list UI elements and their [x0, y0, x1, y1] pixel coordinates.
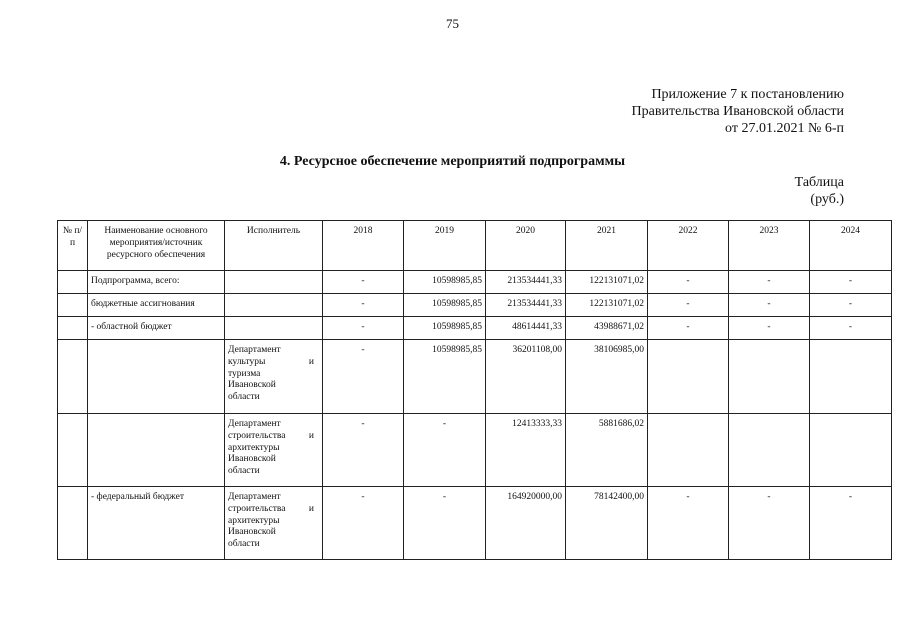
cell-2023: - — [729, 294, 810, 317]
table-units: (руб.) — [810, 192, 844, 207]
executor-line: строительства — [228, 503, 286, 514]
appendix-header — [632, 86, 844, 137]
cell-2018: - — [323, 317, 404, 340]
appendix-line-3: от 27.01.2021 № 6-п — [725, 121, 844, 136]
table-header-row — [58, 221, 892, 271]
cell-2021: 122131071,02 — [566, 294, 648, 317]
cell-executor — [225, 487, 323, 560]
table-label-line-1: Таблица — [794, 175, 844, 190]
cell-2024: - — [810, 294, 892, 317]
cell-2023 — [729, 414, 810, 487]
cell-name: - областной бюджет — [88, 317, 225, 340]
header-num: № п/п — [58, 221, 88, 271]
table-label — [795, 174, 844, 208]
cell-2024: - — [810, 487, 892, 560]
executor-line: области — [228, 539, 260, 550]
executor-line: Ивановской — [228, 527, 276, 538]
executor-line: Департамент — [228, 492, 281, 502]
cell-2020: 213534441,33 — [486, 294, 566, 317]
cell-executor — [225, 271, 323, 294]
header-2019: 2019 — [404, 221, 486, 271]
table-row — [58, 487, 892, 560]
table-row — [58, 317, 892, 340]
cell-2022: - — [648, 294, 729, 317]
cell-2023 — [729, 340, 810, 414]
appendix-line-1: Приложение 7 к постановлению — [651, 87, 844, 102]
cell-2022: - — [648, 317, 729, 340]
header-2023: 2023 — [729, 221, 810, 271]
cell-2023: - — [729, 317, 810, 340]
header-executor: Исполнитель — [225, 221, 323, 271]
cell-2018: - — [323, 271, 404, 294]
cell-executor — [225, 340, 323, 414]
header-2024: 2024 — [810, 221, 892, 271]
header-2021: 2021 — [566, 221, 648, 271]
appendix-line-2: Правительства Ивановской области — [631, 104, 844, 119]
cell-2021: 78142400,00 — [566, 487, 648, 560]
executor-line: Департамент — [228, 345, 281, 355]
cell-2020: 36201108,00 — [486, 340, 566, 414]
cell-num — [58, 487, 88, 560]
cell-num — [58, 317, 88, 340]
header-2022: 2022 — [648, 221, 729, 271]
table-row — [58, 294, 892, 317]
cell-2020: 213534441,33 — [486, 271, 566, 294]
cell-num — [58, 414, 88, 487]
executor-line: Ивановской — [228, 380, 276, 391]
cell-executor — [225, 317, 323, 340]
cell-2019: 10598985,85 — [404, 317, 486, 340]
cell-2018: - — [323, 294, 404, 317]
cell-2019: - — [404, 414, 486, 487]
cell-name — [88, 340, 225, 414]
executor-line: культуры — [228, 356, 266, 367]
header-2020: 2020 — [486, 221, 566, 271]
cell-2022 — [648, 414, 729, 487]
section-title: 4. Ресурсное обеспечение мероприятий подпрограммы — [279, 154, 626, 169]
cell-2023: - — [729, 271, 810, 294]
executor-line: туризма — [228, 368, 261, 379]
cell-num — [58, 340, 88, 414]
cell-name: Подпрограмма, всего: — [88, 271, 225, 294]
cell-2021: 38106985,00 — [566, 340, 648, 414]
cell-2024 — [810, 340, 892, 414]
cell-2021: 43988671,02 — [566, 317, 648, 340]
cell-2019: 10598985,85 — [404, 271, 486, 294]
funding-table — [57, 220, 892, 560]
cell-2020: 12413333,33 — [486, 414, 566, 487]
cell-2022: - — [648, 271, 729, 294]
header-name: Наименование основного мероприятия/источник ресурсного обеспечения — [88, 221, 225, 271]
executor-line: и — [308, 503, 314, 514]
table-row — [58, 340, 892, 414]
executor-line: области — [228, 466, 260, 477]
cell-2018: - — [323, 414, 404, 487]
cell-2021: 122131071,02 — [566, 271, 648, 294]
page-number: 75 — [446, 16, 459, 31]
executor-line: архитектуры — [228, 515, 280, 526]
cell-name: бюджетные ассигнования — [88, 294, 225, 317]
executor-line: Департамент — [228, 419, 281, 429]
cell-2018: - — [323, 340, 404, 414]
cell-2020: 48614441,33 — [486, 317, 566, 340]
cell-2019: 10598985,85 — [404, 294, 486, 317]
cell-num — [58, 294, 88, 317]
executor-line: Ивановской — [228, 454, 276, 465]
cell-2024: - — [810, 317, 892, 340]
cell-2024 — [810, 414, 892, 487]
table-row — [58, 414, 892, 487]
cell-2019: 10598985,85 — [404, 340, 486, 414]
cell-2022 — [648, 340, 729, 414]
cell-name: - федеральный бюджет — [88, 487, 225, 560]
executor-line: строительства — [228, 430, 286, 441]
header-2018: 2018 — [323, 221, 404, 271]
cell-2018: - — [323, 487, 404, 560]
cell-2019: - — [404, 487, 486, 560]
cell-2023: - — [729, 487, 810, 560]
cell-name — [88, 414, 225, 487]
cell-2022: - — [648, 487, 729, 560]
cell-2020: 164920000,00 — [486, 487, 566, 560]
cell-2021: 5881686,02 — [566, 414, 648, 487]
cell-num — [58, 271, 88, 294]
table-row — [58, 271, 892, 294]
cell-2024: - — [810, 271, 892, 294]
cell-executor — [225, 414, 323, 487]
executor-line: архитектуры — [228, 442, 280, 453]
executor-line: и — [308, 430, 314, 441]
cell-executor — [225, 294, 323, 317]
executor-line: области — [228, 392, 260, 403]
executor-line: и — [308, 356, 314, 367]
